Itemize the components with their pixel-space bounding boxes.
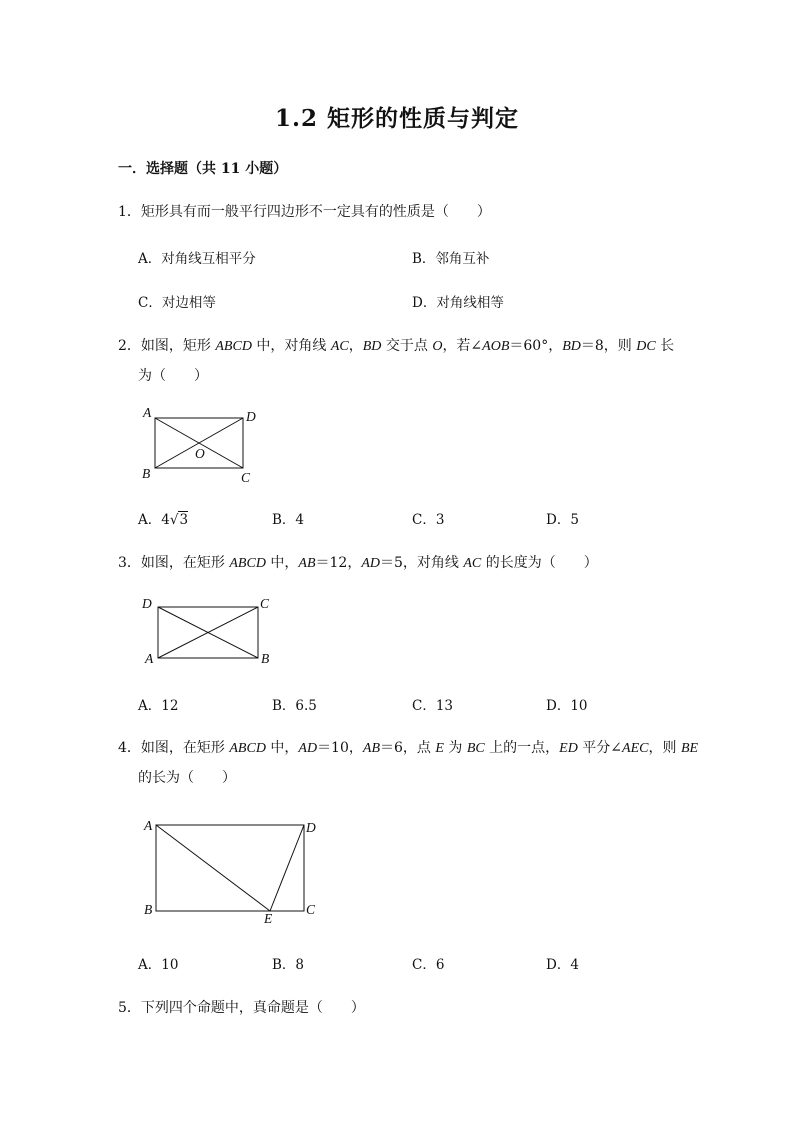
question-4-line2: 的长为（ ）: [138, 770, 236, 786]
vertex-label-d: D: [246, 409, 256, 424]
point-label-o: O: [195, 446, 205, 461]
math-var: ED: [559, 741, 578, 756]
math-var: ABCD: [215, 339, 252, 354]
q4-option-c: C．6: [412, 957, 445, 973]
question-text: ＝12，: [315, 555, 362, 571]
question-text: ，则: [648, 740, 681, 756]
math-var: O: [432, 339, 443, 354]
question-2-line2: 为（ ）: [138, 368, 208, 384]
question-text: 如图，在矩形: [140, 555, 230, 571]
question-number: 1．: [118, 204, 141, 220]
question-text: 上的一点，: [484, 740, 560, 756]
question-number: 2．: [118, 338, 141, 354]
q4-option-b: B．8: [272, 957, 305, 973]
question-text: ＝8，则: [580, 338, 637, 354]
question-text: 交于点: [381, 338, 433, 354]
question-number: 5．: [118, 1000, 141, 1016]
math-var: AB: [298, 556, 316, 571]
question-text: 中，对角线: [251, 338, 331, 354]
math-var: AD: [361, 556, 380, 571]
math-var: E: [435, 741, 444, 756]
question-text: 中，: [265, 555, 299, 571]
sqrt-radicand: 3: [179, 512, 189, 528]
math-var: AEC: [622, 741, 649, 756]
q1-option-c: C．对边相等: [138, 295, 216, 311]
question-5-stem: [118, 998, 365, 1018]
question-text: 中，: [265, 740, 299, 756]
vertex-label-b: B: [144, 902, 153, 917]
question-number: 3．: [118, 555, 141, 571]
math-var: DC: [636, 339, 656, 354]
point-label-e: E: [264, 911, 273, 926]
q1-option-a: A．对角线互相平分: [138, 251, 256, 267]
question-text: 为: [443, 740, 467, 756]
math-var: ABCD: [229, 556, 266, 571]
math-var: AB: [362, 741, 380, 756]
question-text: ＝10，: [317, 740, 363, 756]
q3-option-b: B．6.5: [272, 698, 317, 714]
question-text: 长: [655, 338, 675, 354]
q3-option-d: D．10: [546, 698, 588, 714]
vertex-label-d: D: [142, 596, 152, 611]
question-text: ＝60°，: [509, 338, 563, 354]
vertex-label-b: B: [261, 651, 270, 666]
question-text: ，若∠: [442, 338, 483, 354]
math-var: AOB: [482, 339, 510, 354]
q2-option-c: C．3: [412, 512, 445, 528]
question-text: 如图，矩形: [140, 338, 216, 354]
segment-ae: [156, 825, 270, 911]
vertex-label-a: A: [144, 818, 153, 833]
question-number: 4．: [118, 740, 141, 756]
q1-option-d: D．对角线相等: [412, 295, 504, 311]
math-var: BD: [562, 339, 581, 354]
question-text: ＝6，点: [380, 740, 436, 756]
vertex-label-d: D: [306, 820, 316, 835]
question-text: 矩形具有而一般平行四边形不一定具有的性质是（ ）: [140, 204, 491, 220]
q3-option-a: A．12: [138, 698, 179, 714]
question-text: 如图，在矩形: [140, 740, 230, 756]
math-var: AC: [463, 556, 482, 571]
vertex-label-c: C: [306, 902, 316, 917]
vertex-label-a: A: [143, 405, 152, 420]
q3-option-c: C．13: [412, 698, 454, 714]
vertex-label-c: C: [260, 596, 270, 611]
rectangle-shape: [156, 825, 304, 911]
math-var: AC: [330, 339, 349, 354]
page-title: 1.2 矩形的性质与判定: [274, 105, 520, 132]
question-text: ，: [348, 338, 363, 354]
question-text: ＝5，对角线: [380, 555, 464, 571]
option-text: A．4: [138, 512, 170, 528]
math-var: BC: [466, 741, 485, 756]
vertex-label-c: C: [241, 470, 251, 485]
q1-option-b: B．邻角互补: [412, 251, 490, 267]
question-text: 的长度为（ ）: [481, 555, 598, 571]
question-text: 平分∠: [577, 740, 623, 756]
math-var: AD: [298, 741, 318, 756]
vertex-label-b: B: [142, 466, 151, 481]
section-heading: 一．选择题（共 11 小题）: [118, 161, 288, 177]
q4-option-d: D．4: [546, 957, 579, 973]
math-var: ABCD: [229, 741, 266, 756]
question-text: 下列四个命题中，真命题是（ ）: [140, 1000, 365, 1016]
q4-option-a: A．10: [138, 957, 179, 973]
sqrt-sign: √: [169, 512, 179, 528]
segment-ed: [270, 825, 304, 911]
q2-option-b: B．4: [272, 512, 305, 528]
q2-option-d: D．5: [546, 512, 579, 528]
math-var: BE: [680, 741, 699, 756]
math-var: BD: [362, 339, 382, 354]
vertex-label-a: A: [145, 651, 154, 666]
